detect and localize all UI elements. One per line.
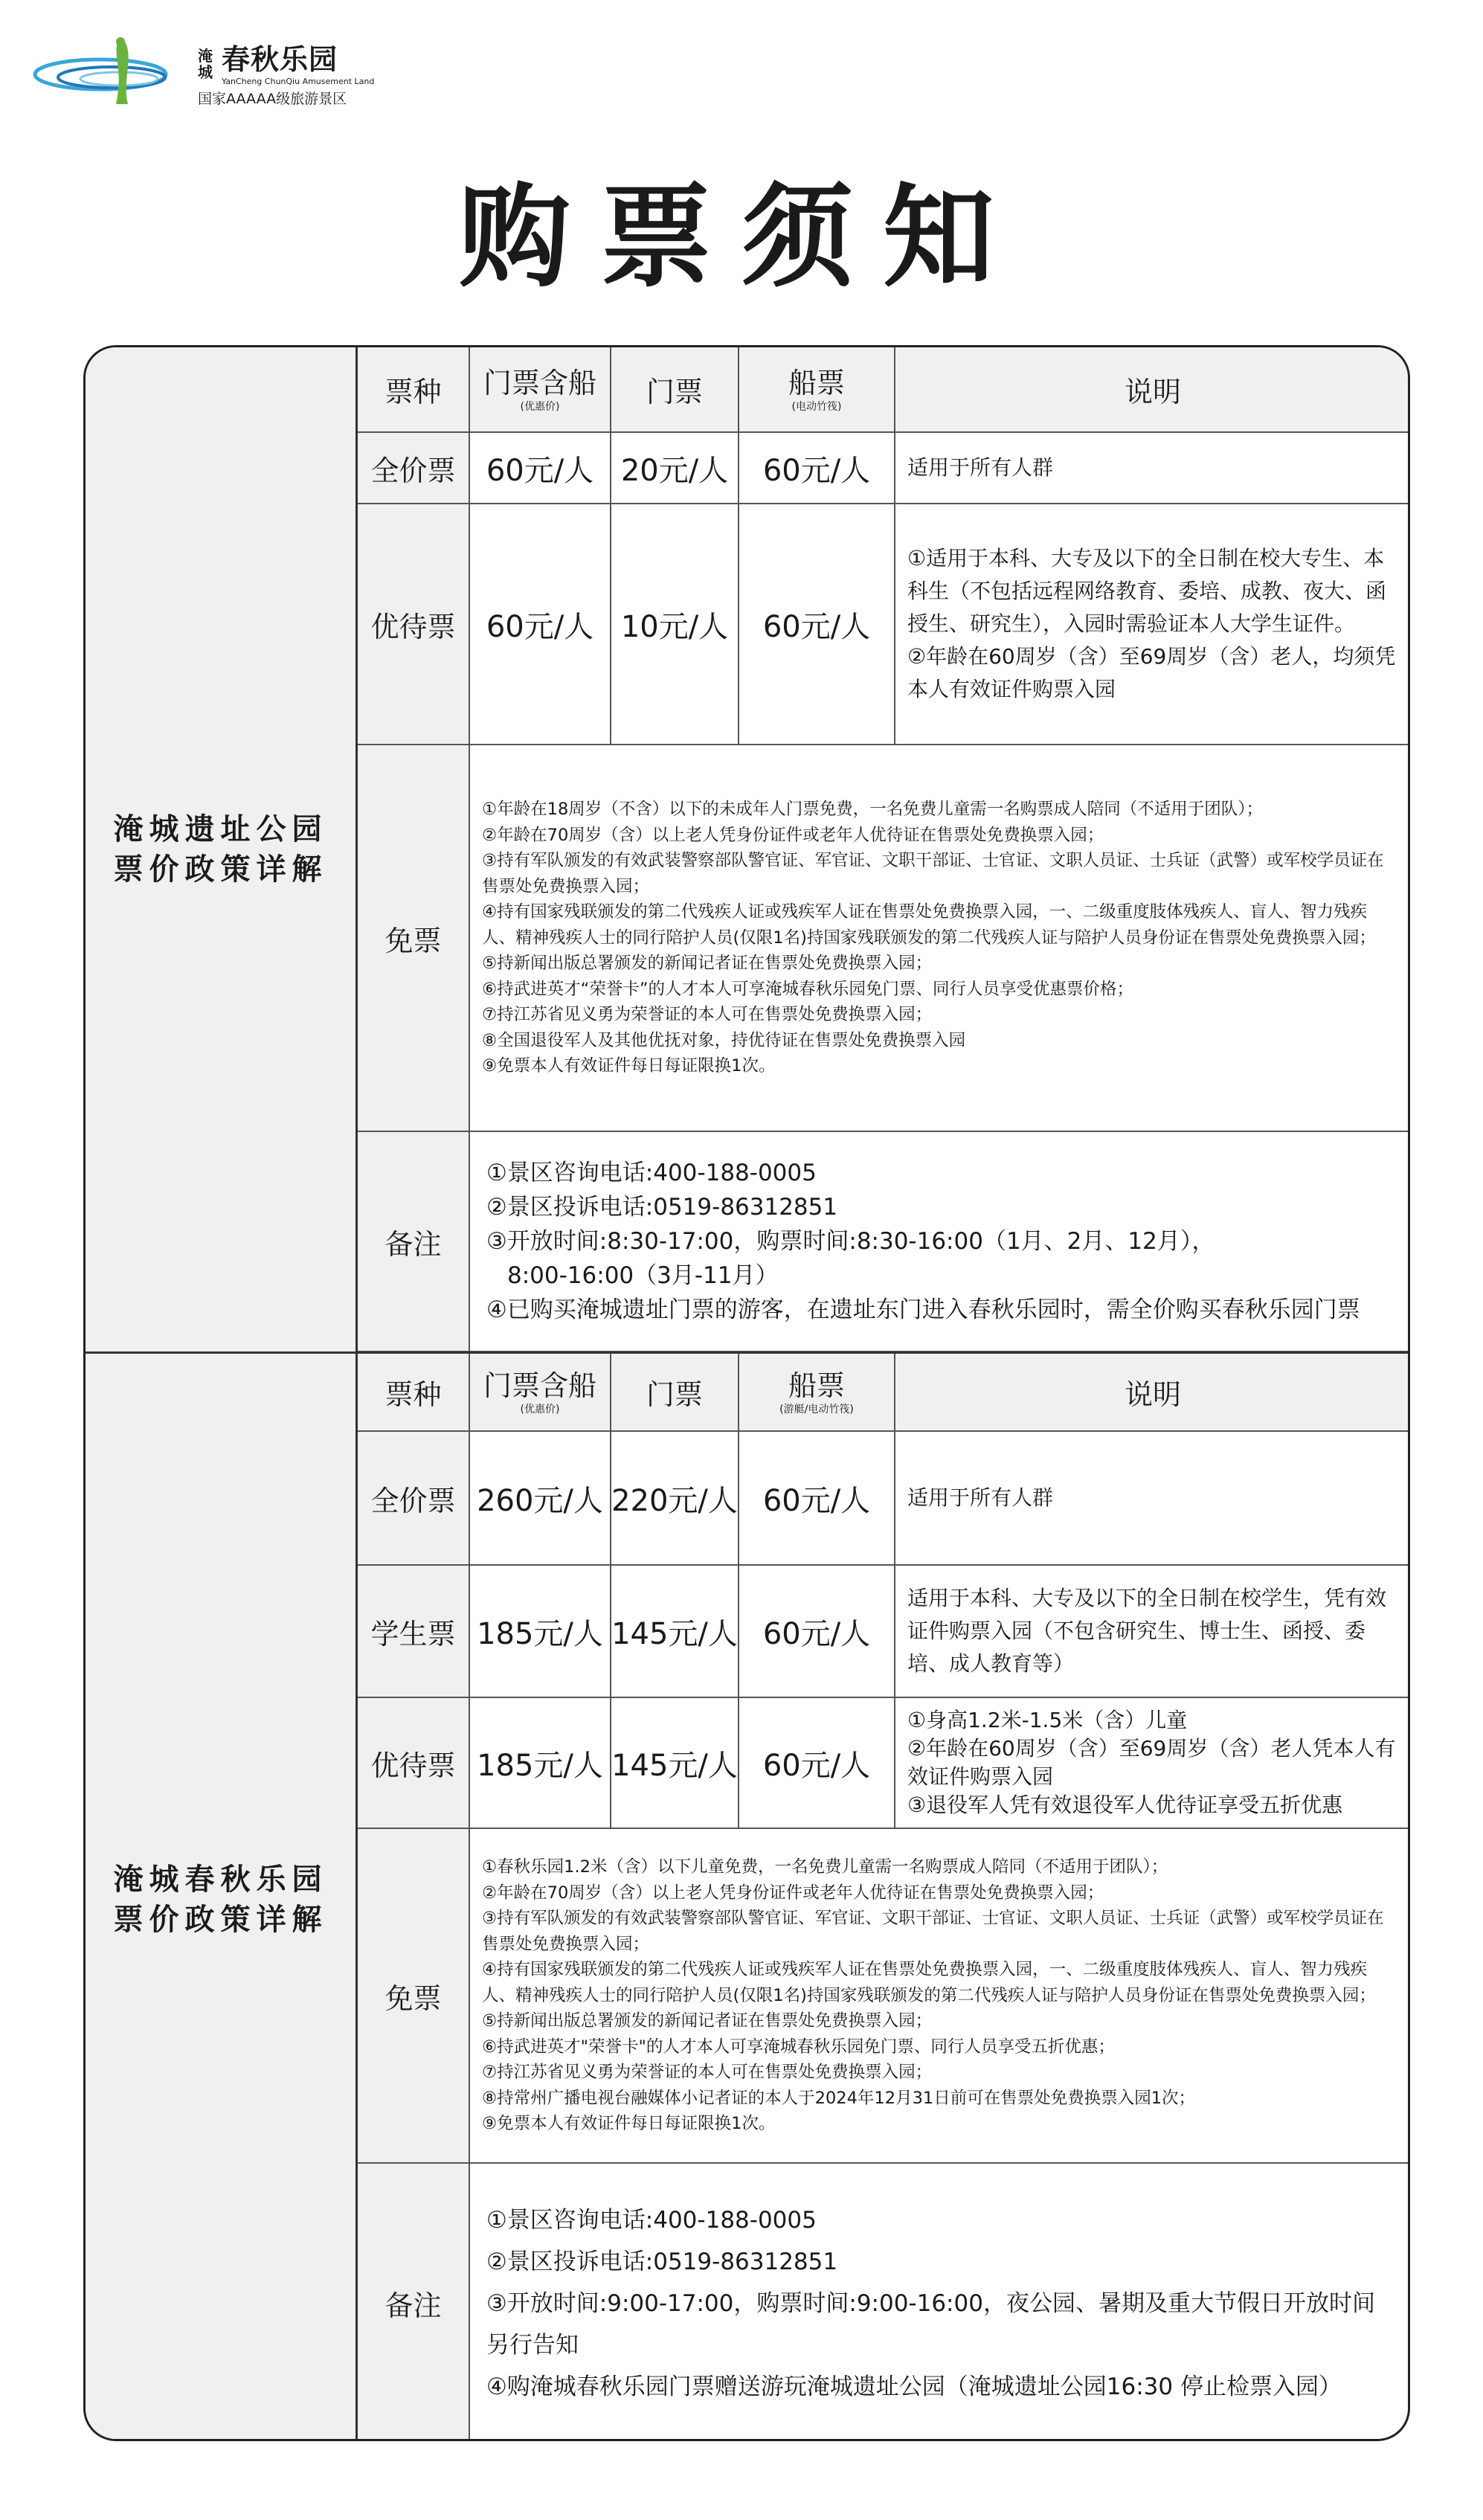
header-type: 票种 [358,347,469,432]
price-ticket-boat: 185元/人 [469,1565,611,1697]
list-item: ②年龄在70周岁（含）以上老人凭身份证件或老年人优待证在售票处免费换票入园； [482,825,1104,845]
notes-row [358,2163,1410,2441]
section-name: 淹城遗址公园 [113,812,328,846]
table-row [358,432,1410,504]
price-ticket: 145元/人 [611,1697,739,1828]
price-table [358,347,1410,1352]
ticket-type: 优待票 [358,504,469,745]
price-boat: 60元/人 [739,432,895,504]
list-item: ⑨免票本人有效证件每日每证限换1次。 [482,1056,776,1076]
header-boat: 船票 (电动竹筏) [739,347,895,432]
ticket-desc: ①身高1.2米-1.5米（含）儿童 ②年龄在60周岁（含）至69周岁（含）老人凭本人有效证件购票入园 ③退役军人凭有效退役军人优待证享受五折优惠 [895,1697,1410,1828]
list-item: ④持有国家残联颁发的第二代残疾人证或残疾军人证在售票处免费换票入园，一、二级重度肢体残疾人、盲人、智力残疾人、精神残疾人士的同行陪护人员(仅限1名)持国家残联颁发的第二代残疾人证与陪护人员身份证在售票处免费换票入园； [482,902,1376,948]
section-subtitle: 票价政策详解 [113,852,328,887]
ticket-type: 学生票 [358,1565,469,1697]
list-item: ④已购买淹城遗址门票的游客，在遗址东门进入春秋乐园时，需全价购买春秋乐园门票 [486,1296,1360,1323]
logo [30,36,387,110]
logo-vertical-text: 淹城 [198,47,213,81]
section-name: 淹城春秋乐园 [113,1862,328,1897]
section-subtitle: 票价政策详解 [113,1903,328,1937]
ticket-desc: 适用于本科、大专及以下的全日制在校学生，凭有效证件购票入园（不包含研究生、博士生、函授、委培、成人教育等） [895,1565,1410,1697]
section-yancheng-ruins-park [86,347,1408,1351]
header-boat: 船票 (游艇/电动竹筏) [739,1354,895,1431]
price-boat: 60元/人 [739,1697,895,1828]
notes-list [469,2163,1410,2441]
table-row [358,504,1410,745]
price-ticket-boat: 60元/人 [469,504,611,745]
list-item: ⑧持常州广播电视台融媒体小记者证的本人于2024年12月31日前可在售票处免费换票入园1次； [482,2088,1196,2108]
list-item: ②年龄在70周岁（含）以上老人凭身份证件或老年人优待证在售票处免费换票入园； [482,1883,1104,1903]
price-ticket-boat: 260元/人 [469,1431,611,1565]
list-item: ③开放时间:9:00-17:00，购票时间:9:00-16:00，夜公园、暑期及重大节假日开放时间另行告知 [486,2289,1375,2359]
header-type: 票种 [358,1354,469,1431]
list-item: ①年龄在18周岁（不含）以下的未成年人门票免费，一名免费儿童需一名购票成人陪同（不适用于团队）； [482,800,1264,820]
ticket-notice-frame [83,345,1410,2441]
notes-label: 备注 [358,1131,469,1351]
notes-list [469,1131,1410,1351]
header-ticket: 门票 [611,1354,739,1431]
free-policy-list [469,745,1410,1131]
logo-name: 春秋乐园 [222,43,338,76]
price-ticket: 220元/人 [611,1431,739,1565]
free-ticket-row [358,1828,1410,2163]
list-item: ②景区投诉电话:0519-86312851 [486,1194,838,1221]
price-ticket: 20元/人 [611,432,739,504]
list-item: ④购淹城春秋乐园门票赠送游玩淹城遗址公园（淹城遗址公园16:30 停止检票入园） [486,2373,1342,2400]
ticket-type: 优待票 [358,1697,469,1828]
header-ticket-boat: 门票含船 (优惠价) [469,1354,611,1431]
list-item: ⑥持武进英才“荣誉卡”的人才本人可享淹城春秋乐园免门票、同行人员享受优惠票价格； [482,979,1133,999]
list-item: ③持有军队颁发的有效武装警察部队警官证、军官证、文职干部证、士官证、文职人员证、士兵证（武警）或军校学员证在售票处免费换票入园； [482,1909,1384,1954]
list-item: ③持有军队颁发的有效武装警察部队警官证、军官证、文职干部证、士官证、文职人员证、士兵证（武警）或军校学员证在售票处免费换票入园； [482,851,1384,896]
header-ticket-boat: 门票含船 (优惠价) [469,347,611,432]
logo-swirl-icon [30,36,193,110]
ticket-type: 全价票 [358,432,469,504]
price-boat: 60元/人 [739,1431,895,1565]
ticket-desc: ①适用于本科、大专及以下的全日制在校大专生、本科生（不包括远程网络教育、委培、成教、夜大、函授生、研究生），入园时需验证本人大学生证件。 ②年龄在60周岁（含）至69周岁（含）老人，均须凭本人有效证件购票入园 [895,504,1410,745]
logo-rating: 国家AAAAA级旅游景区 [198,91,347,107]
price-boat: 60元/人 [739,504,895,745]
list-item: ⑦持江苏省见义勇为荣誉证的本人可在售票处免费换票入园； [482,1005,933,1025]
list-item: ⑧全国退役军人及其他优抚对象，持优待证在售票处免费换票入园 [482,1030,966,1050]
notes-row [358,1131,1410,1351]
list-item: ⑤持新闻出版总署颁发的新闻记者证在售票处免费换票入园； [482,954,933,974]
section-chunqiu-amusement-land [86,1351,1408,2441]
list-item: ⑥持武进英才"荣誉卡"的人才本人可享淹城春秋乐园免门票、同行人员享受五折优惠； [482,2037,1115,2057]
list-item: ①景区咨询电话:400-188-0005 [486,2206,817,2234]
table-row [358,1431,1410,1565]
price-ticket-boat: 185元/人 [469,1697,611,1828]
table-row [358,1565,1410,1697]
list-item: ⑤持新闻出版总署颁发的新闻记者证在售票处免费换票入园； [482,2011,933,2031]
price-ticket: 10元/人 [611,504,739,745]
list-item: ④持有国家残联颁发的第二代残疾人证或残疾军人证在售票处免费换票入园，一、二级重度肢体残疾人、盲人、智力残疾人、精神残疾人士的同行陪护人员(仅限1名)持国家残联颁发的第二代残疾人证与陪护人员身份证在售票处免费换票入园； [482,1960,1376,2005]
list-item: ⑦持江苏省见义勇为荣誉证的本人可在售票处免费换票入园； [482,2063,933,2083]
free-ticket-row [358,745,1410,1131]
free-label: 免票 [358,1828,469,2163]
table-header-row [358,1354,1410,1431]
section-side-label [86,347,358,1351]
list-item: ①景区咨询电话:400-188-0005 [486,1160,817,1186]
section-side-label [86,1354,358,2441]
price-boat: 60元/人 [739,1565,895,1697]
price-ticket-boat: 60元/人 [469,432,611,504]
price-ticket: 145元/人 [611,1565,739,1697]
list-item: ③开放时间:8:30-17:00，购票时间:8:30-16:00（1月、2月、12月）， [486,1228,1215,1255]
list-item: ②景区投诉电话:0519-86312851 [486,2248,838,2275]
table-header-row [358,347,1410,432]
notes-label: 备注 [358,2163,469,2441]
list-item: 8:00-16:00（3月-11月） [507,1262,779,1289]
logo-english: YanCheng ChunQiu Amusement Land [222,77,375,86]
page-title: 购票须知 [458,173,1024,303]
free-policy-list [469,1828,1410,2163]
header-desc: 说明 [895,1354,1410,1431]
list-item: ①春秋乐园1.2米（含）以下儿童免费，一名免费儿童需一名购票成人陪同（不适用于团队）； [482,1857,1168,1877]
header-ticket: 门票 [611,347,739,432]
price-table [358,1354,1410,2441]
table-row [358,1697,1410,1828]
free-label: 免票 [358,745,469,1131]
ticket-type: 全价票 [358,1431,469,1565]
ticket-desc: 适用于所有人群 [895,1431,1410,1565]
header-desc: 说明 [895,347,1410,432]
ticket-desc: 适用于所有人群 [895,432,1410,504]
list-item: ⑨免票本人有效证件每日每证限换1次。 [482,2114,776,2134]
